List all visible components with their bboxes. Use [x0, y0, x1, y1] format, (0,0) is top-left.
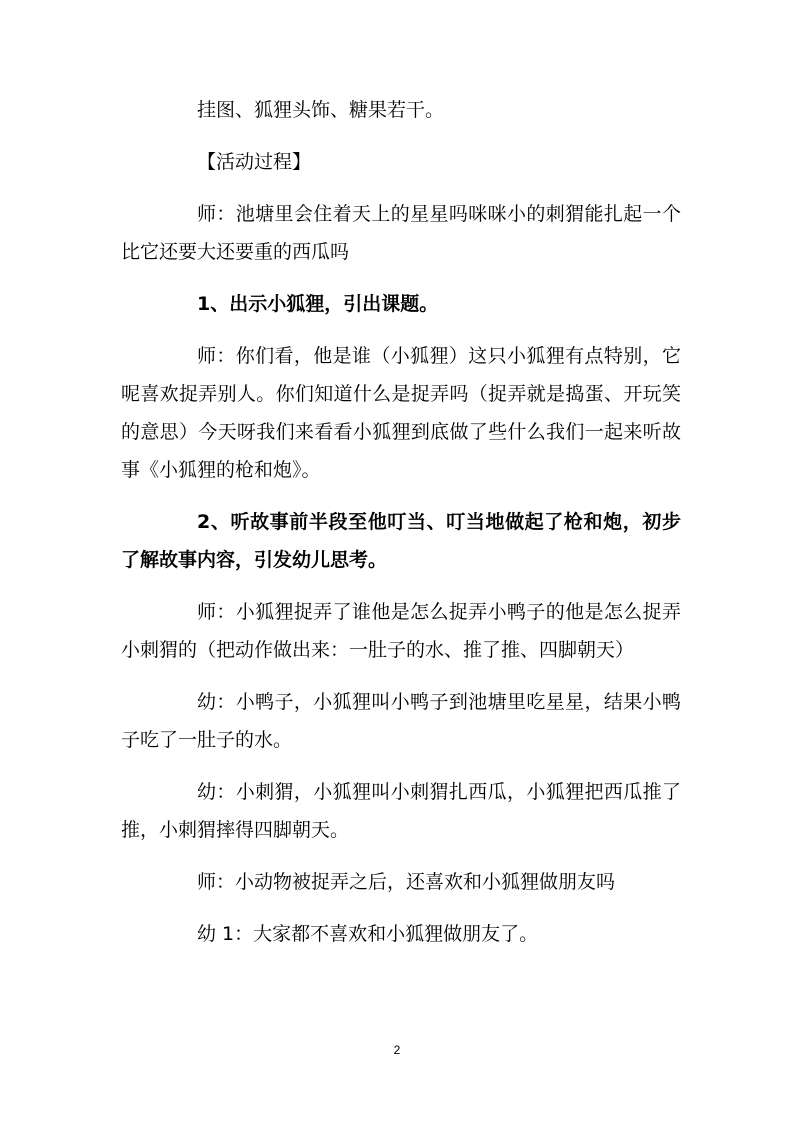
paragraph-teacher-question-2: 师：小狐狸捉弄了谁他是怎么捉弄小鸭子的他是怎么捉弄小刺猬的（把动作做出来：一肚子的水、推了推、四脚朝天）	[121, 601, 681, 661]
paragraph-teacher-intro: 师：你们看，他是谁（小狐狸）这只小狐狸有点特别，它呢喜欢捉弄别人。你们知道什么是捉弄吗（捉弄就是捣蛋、开玩笑的意思）今天呀我们来看看小狐狸到底做了些什么我们一起来听故事《小狐狸的枪和炮》。	[121, 345, 681, 481]
step-2-heading: 2、听故事前半段至他叮当、叮当地做起了枪和炮，初步了解故事内容，引发幼儿思考。	[121, 511, 681, 571]
paragraph-child-answer-duck: 幼：小鸭子，小狐狸叫小鸭子到池塘里吃星星，结果小鸭子吃了一肚子的水。	[121, 691, 681, 751]
paragraph-teacher-question: 师：池塘里会住着天上的星星吗咪咪小的刺猬能扎起一个比它还要大还要重的西瓜吗	[121, 203, 681, 263]
paragraph-teacher-question-3: 师：小动物被捉弄之后，还喜欢和小狐狸做朋友吗	[197, 871, 616, 893]
document-body	[121, 91, 681, 967]
section-heading-activity-process: 【活动过程】	[197, 151, 312, 173]
paragraph-child-answer-friends: 幼 1：大家都不喜欢和小狐狸做朋友了。	[197, 923, 539, 945]
paragraph-materials: 挂图、狐狸头饰、糖果若干。	[197, 99, 445, 121]
paragraph-child-answer-hedgehog: 幼：小刺猬，小狐狸叫小刺猬扎西瓜，小狐狸把西瓜推了推，小刺猬摔得四脚朝天。	[121, 781, 681, 841]
step-1-heading: 1、出示小狐狸，引出课题。	[197, 293, 439, 315]
page-number: 2	[393, 1043, 401, 1057]
